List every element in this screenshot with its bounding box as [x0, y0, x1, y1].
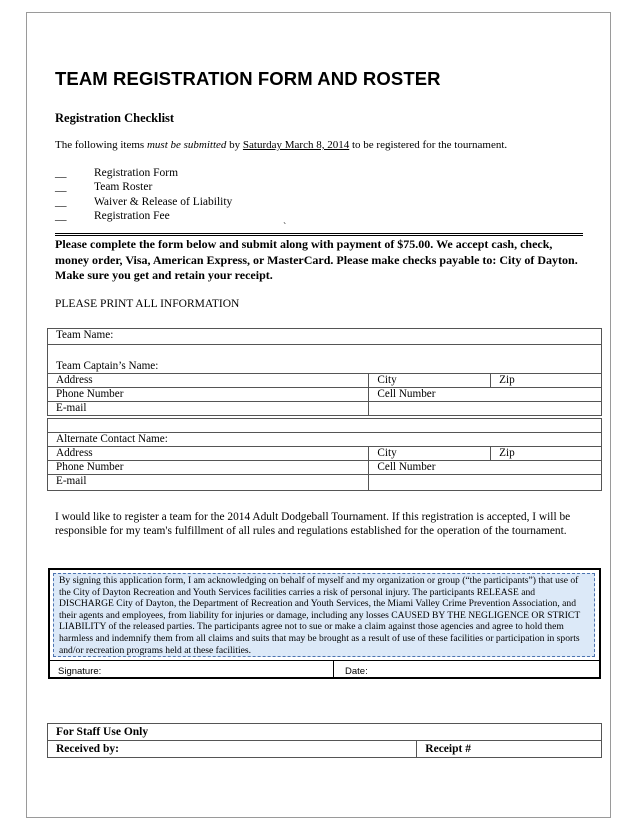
deadline-date: Saturday March 8, 2014 [242, 139, 350, 151]
receipt-number-field[interactable]: Receipt # [417, 741, 602, 758]
check-blank[interactable]: __ [55, 167, 67, 179]
team-name-field[interactable]: Team Name: [48, 329, 602, 345]
check-blank[interactable]: __ [55, 181, 67, 193]
alt-email-field-extra[interactable] [369, 475, 602, 491]
address-field[interactable]: Address [48, 374, 369, 388]
check-blank[interactable]: __ [55, 210, 67, 222]
staff-use-table [47, 723, 602, 758]
form-title: TEAM REGISTRATION FORM AND ROSTER [55, 68, 441, 89]
print-instruction: PLEASE PRINT ALL INFORMATION [55, 298, 240, 310]
alternate-contact-table [47, 418, 602, 491]
alt-address-field[interactable]: Address [48, 447, 369, 461]
alt-email-field[interactable]: E-mail [48, 475, 369, 491]
alt-zip-field[interactable]: Zip [491, 447, 602, 461]
alt-city-field[interactable]: City [369, 447, 491, 461]
registration-pledge: I would like to register a team for the 2014 Adult Dodgeball Tournament. If this registration is accepted, I will be responsible for my team's fulfillment of all rules and regulations established for the operation of the tournament. [55, 511, 571, 537]
divider [55, 233, 583, 234]
cell-field[interactable]: Cell Number [369, 388, 602, 402]
captain-name-field[interactable]: Team Captain’s Name: [48, 345, 602, 374]
zip-field[interactable]: Zip [491, 374, 602, 388]
email-field[interactable]: E-mail [48, 402, 369, 416]
received-by-field[interactable]: Received by: [48, 741, 417, 758]
signature-date-separator [333, 660, 334, 677]
divider [55, 235, 583, 236]
alt-cell-field[interactable]: Cell Number [369, 461, 602, 475]
payment-notice: Please complete the form below and submit along with payment of $75.00. We accept cash, check, money order, Visa, American Express, or MasterCard. Please make checks payable to: City of Dayton. Make sure you get and retain your receipt. [55, 237, 578, 282]
signature-divider [50, 660, 599, 661]
stray-mark: ` [283, 222, 287, 233]
alt-spacer-row [48, 419, 602, 433]
checklist-heading: Registration Checklist [55, 111, 175, 125]
waiver-text: By signing this application form, I am acknowledging on behalf of myself and my organization or group (“the participants”) that use of the City of Dayton Recreation and Youth Services facilities carries a risk of personal injury. The participants RELEASE and DISCHARGE City of Dayton, the Department of Recreation and Youth Services, the Miami Valley Crime Prevention Association, and their agents and employees, from liability for injuries or damage, including any losses CAUSED BY THE NEGLIGENCE OR STRICT LIABILITY of the released parties. The participants agree not to sue or make a claim against those agencies and agree to hold them harmless and indemnify them from all claims and suits that may be brought as a result of use of these facilities or participation in sports and/or recreation programs held at these facilities. [53, 573, 595, 657]
waiver-box [48, 568, 601, 679]
check-blank[interactable]: __ [55, 196, 67, 208]
city-field[interactable]: City [369, 374, 491, 388]
phone-field[interactable]: Phone Number [48, 388, 369, 402]
checklist-intro: The following items must be submitted by Saturday March 8, 2014 to be registered for the tournament. [55, 139, 508, 151]
team-info-table [47, 328, 602, 416]
signature-field[interactable]: Signature: [58, 666, 102, 677]
date-field[interactable]: Date: [345, 666, 368, 677]
alt-phone-field[interactable]: Phone Number [48, 461, 369, 475]
staff-use-heading: For Staff Use Only [48, 724, 602, 741]
email-field-extra[interactable] [369, 402, 602, 416]
alt-contact-name-field[interactable]: Alternate Contact Name: [48, 433, 602, 447]
